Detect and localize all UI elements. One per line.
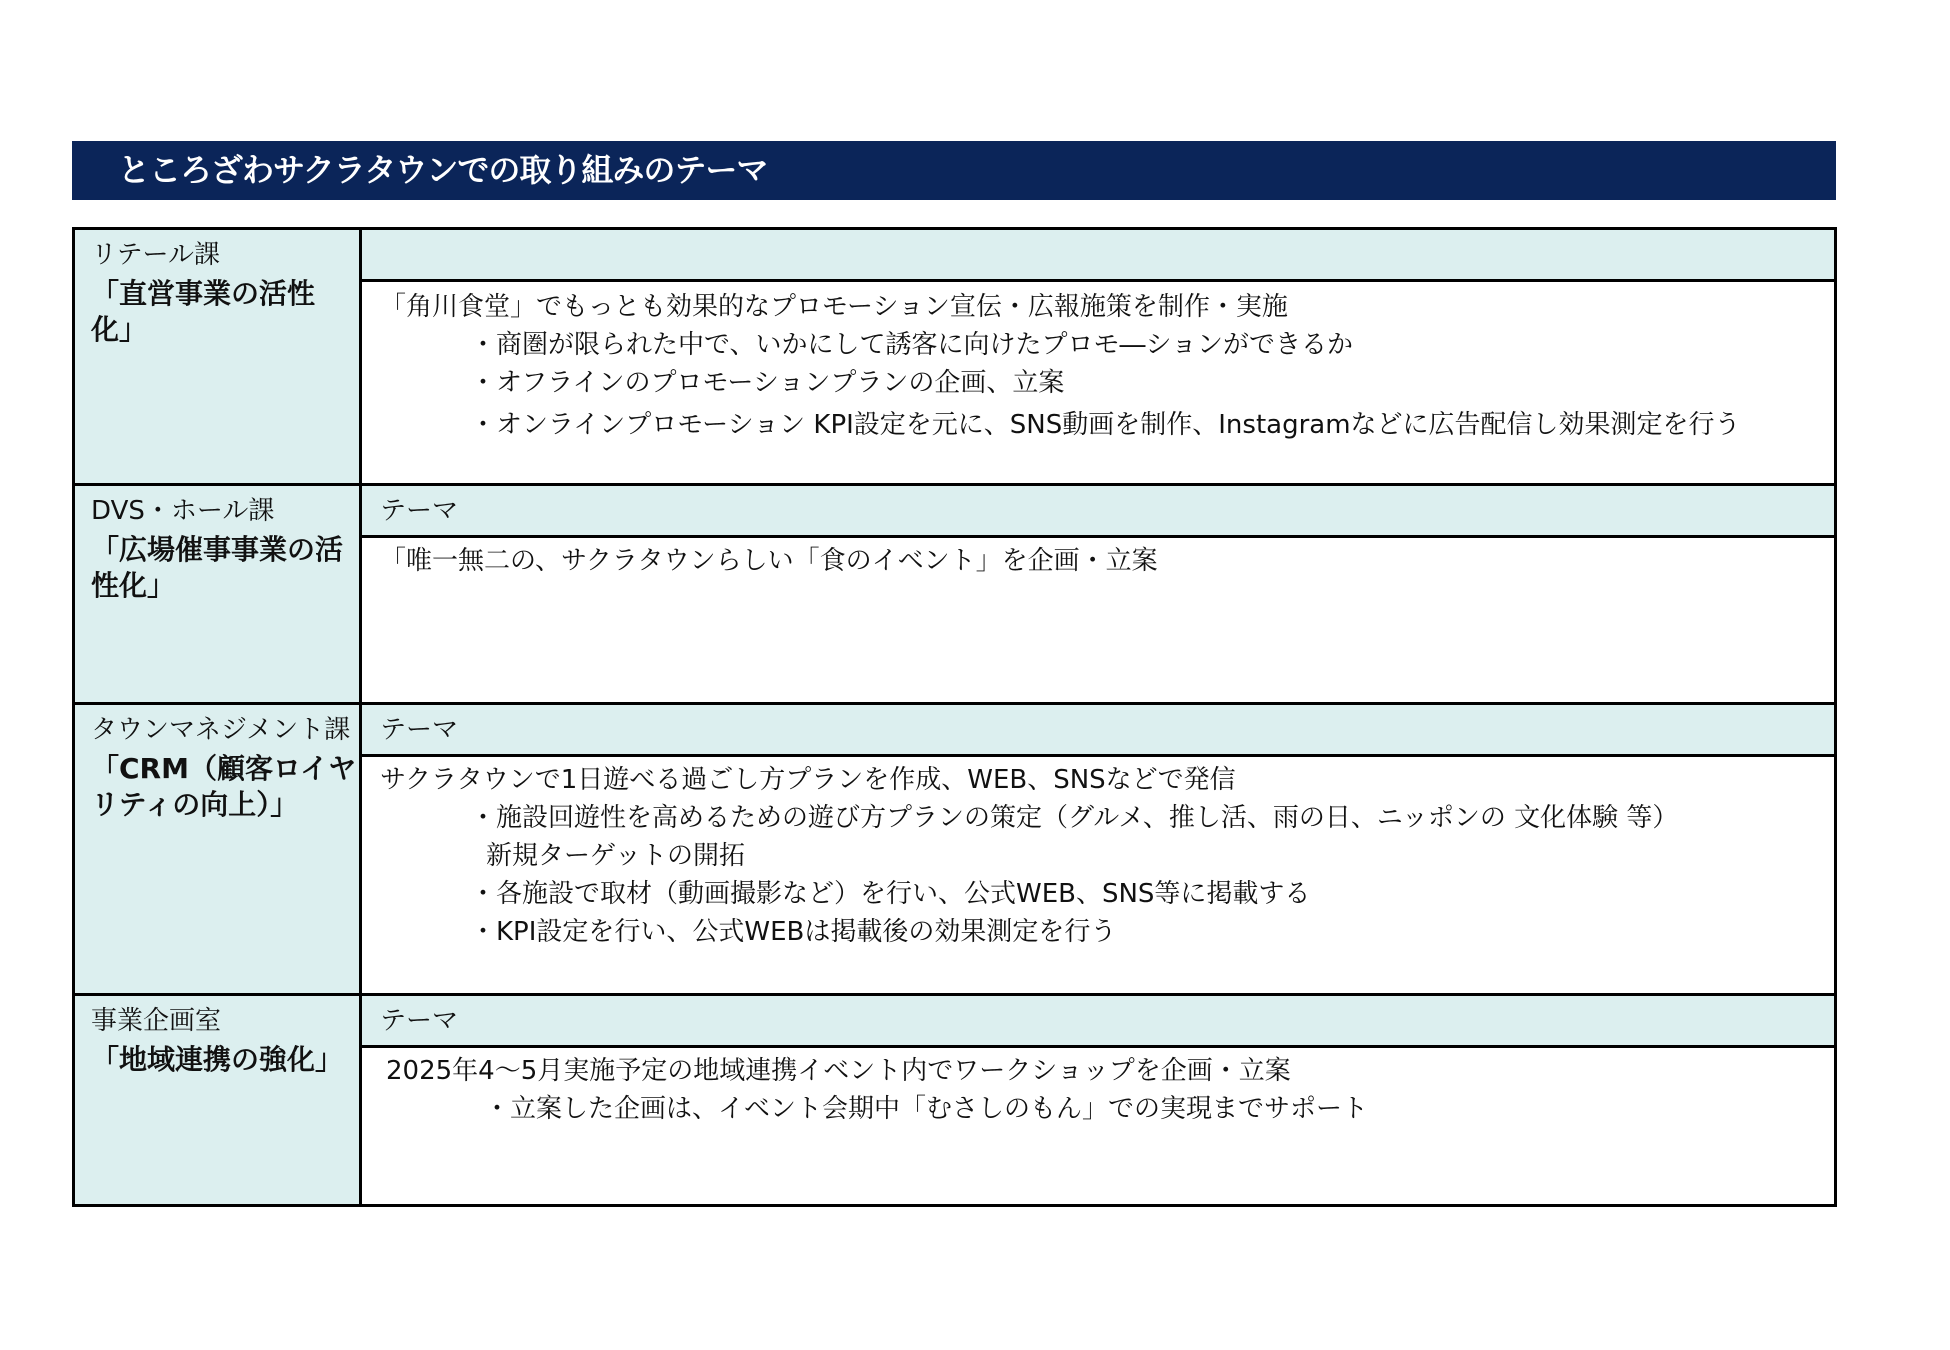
department-cell: [75, 230, 362, 483]
theme-line: 「唯一無二の、サクラタウンらしい「食のイベント」を企画・立案: [380, 546, 1158, 576]
department-name: DVS・ホール課: [91, 496, 275, 526]
theme-line: ・オンラインプロモーション KPI設定を元に、SNS動画を制作、Instagramなどに広告配信し効果測定を行う: [470, 410, 1741, 440]
theme-header: テーマ: [362, 705, 1834, 757]
department-cell: [75, 996, 362, 1204]
theme-body: [362, 1048, 1834, 1204]
theme-line: ・立案した企画は、イベント会期中「むさしのもん」での実現までサポート: [484, 1094, 1369, 1124]
department-focus: 「直営事業の活性 化」: [91, 277, 316, 346]
themes-table: [72, 227, 1837, 1207]
theme-body: [362, 282, 1834, 483]
theme-line: ・商圏が限られた中で、いかにして誘客に向けたプロモ―ションができるか: [470, 330, 1353, 360]
theme-body: [362, 538, 1834, 702]
department-focus: 「広場催事事業の活 性化」: [91, 533, 344, 602]
department-focus: 「地域連携の強化」: [91, 1043, 344, 1076]
department-name: タウンマネジメント課: [91, 715, 351, 745]
theme-line: サクラタウンで1日遊べる過ごし方プランを作成、WEB、SNSなどで発信: [380, 765, 1236, 795]
theme-line: 「角川食堂」でもっとも効果的なプロモーション宣伝・広報施策を制作・実施: [380, 292, 1288, 322]
theme-line: ・施設回遊性を高めるための遊び方プランの策定（グルメ、推し活、雨の日、ニッポンの 文化体験 等）: [470, 803, 1679, 833]
theme-cell: [362, 996, 1834, 1204]
theme-body: [362, 757, 1834, 993]
theme-line: 新規ターゲットの開拓: [486, 841, 745, 871]
theme-header: [362, 230, 1834, 282]
department-cell: [75, 705, 362, 993]
theme-header: テーマ: [362, 996, 1834, 1048]
theme-line: ・オフラインのプロモーションプランの企画、立案: [470, 368, 1065, 398]
table-row-town-management: [75, 702, 1834, 993]
theme-cell: [362, 230, 1834, 483]
theme-line: ・各施設で取材（動画撮影など）を行い、公式WEB、SNS等に掲載する: [470, 879, 1311, 909]
theme-cell: [362, 486, 1834, 702]
department-name: 事業企画室: [91, 1006, 222, 1036]
department-name: リテール課: [91, 240, 220, 270]
department-cell: [75, 486, 362, 702]
theme-cell: [362, 705, 1834, 993]
theme-line: ・KPI設定を行い、公式WEBは掲載後の効果測定を行う: [470, 917, 1117, 947]
page-title: ところざわサクラタウンでの取り組みのテーマ: [72, 141, 1836, 200]
theme-line: 2025年4～5月実施予定の地域連携イベント内でワークショップを企画・立案: [386, 1056, 1291, 1086]
department-focus: 「CRM（顧客ロイヤ リティの向上）」: [91, 752, 357, 821]
table-row-business-planning: [75, 993, 1834, 1204]
theme-header: テーマ: [362, 486, 1834, 538]
table-row-dvs-hall: [75, 483, 1834, 702]
table-row-retail: [75, 230, 1834, 483]
